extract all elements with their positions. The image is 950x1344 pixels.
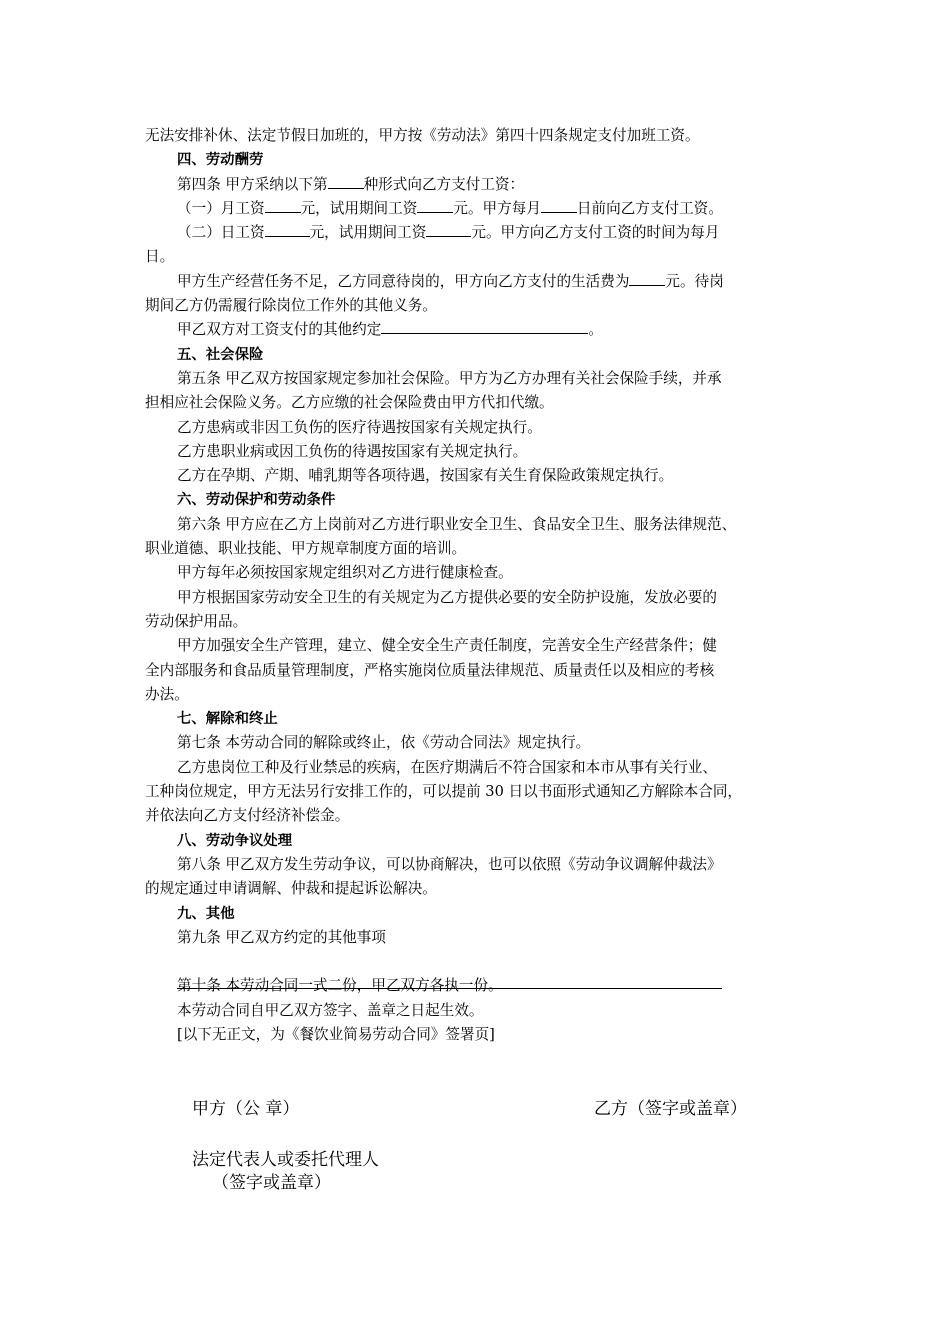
representative-sign-label: （签字或盖章）: [212, 1173, 331, 1193]
text-line: 甲方加强安全生产管理，建立、健全安全生产责任制度，完善安全生产经营条件；健: [177, 637, 717, 655]
section-heading: 五、社会保险: [177, 346, 264, 363]
fill-in-blank: [417, 198, 453, 213]
text-line: 并依法向乙方支付经济补偿金。: [145, 807, 350, 825]
text-line: [以下无正文，为《餐饮业简易劳动合同》签署页]: [177, 1025, 495, 1043]
text-line: 工种岗位规定，甲方无法另行安排工作的，可以提前 30 日以书面形式通知乙方解除本合同，: [145, 783, 743, 801]
section-heading: 八、劳动争议处理: [177, 832, 293, 849]
text-line: 担相应社会保险义务。乙方应缴的社会保险费由甲方代扣代缴。: [145, 394, 554, 412]
text-line: 第四条 甲方采纳以下第 种形式向乙方支付工资：: [177, 175, 525, 193]
section-heading: 四、劳动酬劳: [177, 152, 264, 169]
fill-in-blank: [265, 222, 310, 237]
text-line: （一）月工资 元，试用期间工资 元。甲方每月 日前向乙方支付工资。: [177, 199, 723, 217]
text-line: 期间乙方仍需履行除岗位工作外的其他义务。: [145, 297, 437, 315]
fill-in-blank: [629, 271, 665, 286]
text-line: 第七条 本劳动合同的解除或终止，依《劳动合同法》规定执行。: [177, 734, 591, 752]
fill-in-blank: [265, 198, 301, 213]
representative-label: 法定代表人或委托代理人: [192, 1150, 379, 1170]
text-line: 甲方生产经营任务不足，乙方同意待岗的，甲方向乙方支付的生活费为 元。待岗: [177, 272, 724, 290]
fill-in-blank: [381, 319, 588, 334]
other-matters-blank-line: [177, 988, 722, 989]
text-line: 乙方患病或非因工负伤的医疗待遇按国家有关规定执行。: [177, 418, 542, 436]
text-line: 乙方患职业病或因工负伤的待遇按国家有关规定执行。: [177, 442, 528, 460]
section-heading: 九、其他: [177, 905, 235, 922]
fill-in-blank: [328, 174, 364, 189]
party-a-seal-label: 甲方（公 章）: [192, 1099, 300, 1119]
section-heading: 六、劳动保护和劳动条件: [177, 492, 336, 509]
text-line: 第九条 甲乙双方约定的其他事项: [177, 928, 386, 946]
text-line: 本劳动合同自甲乙双方签字、盖章之日起生效。: [177, 1001, 484, 1019]
fill-in-blank: [426, 222, 471, 237]
text-line: 甲乙双方对工资支付的其他约定 。: [177, 321, 603, 339]
text-line: 甲方根据国家劳动安全卫生的有关规定为乙方提供必要的安全防护设施，发放必要的: [177, 588, 717, 606]
text-line: [145, 950, 825, 974]
text-line: 全内部服务和食品质量管理制度，严格实施岗位质量法律规范、质量责任以及相应的考核: [145, 661, 715, 679]
text-line: 乙方在孕期、产期、哺乳期等各项待遇，按国家有关生育保险政策规定执行。: [177, 467, 674, 485]
text-line: 第八条 甲乙双方发生劳动争议，可以协商解决，也可以依照《劳动争议调解仲裁法》: [177, 855, 722, 873]
text-line: 日。: [145, 248, 175, 266]
text-line: 第六条 甲方应在乙方上岗前对乙方进行职业安全卫生、食品安全卫生、服务法律规范、: [177, 515, 737, 533]
text-line: 甲方每年必须按国家规定组织对乙方进行健康检查。: [177, 564, 513, 582]
text-line: （二）日工资 元，试用期间工资 元。甲方向乙方支付工资的时间为每月: [177, 224, 720, 242]
party-b-sign-label: 乙方（签字或盖章）: [594, 1099, 747, 1119]
text-line: 劳动保护用品。: [145, 612, 248, 630]
text-line: 职业道德、职业技能、甲方规章制度方面的培训。: [145, 540, 467, 558]
text-line: 的规定通过申请调解、仲裁和提起诉讼解决。: [145, 880, 437, 898]
text-line: 第五条 甲乙双方按国家规定参加社会保险。甲方为乙方办理有关社会保险手续，并承: [177, 369, 722, 387]
text-line: 无法安排补休、法定节假日加班的，甲方按《劳动法》第四十四条规定支付加班工资。: [145, 127, 700, 144]
contract-body: [145, 124, 825, 1047]
text-line: 第十条 本劳动合同一式二份，甲乙双方各执一份。: [177, 977, 503, 995]
section-heading: 七、解除和终止: [177, 711, 278, 728]
text-line: 乙方患岗位工种及行业禁忌的疾病，在医疗期满后不符合国家和本市从事有关行业、: [177, 758, 717, 776]
fill-in-blank: [541, 198, 577, 213]
text-line: 办法。: [145, 685, 189, 703]
